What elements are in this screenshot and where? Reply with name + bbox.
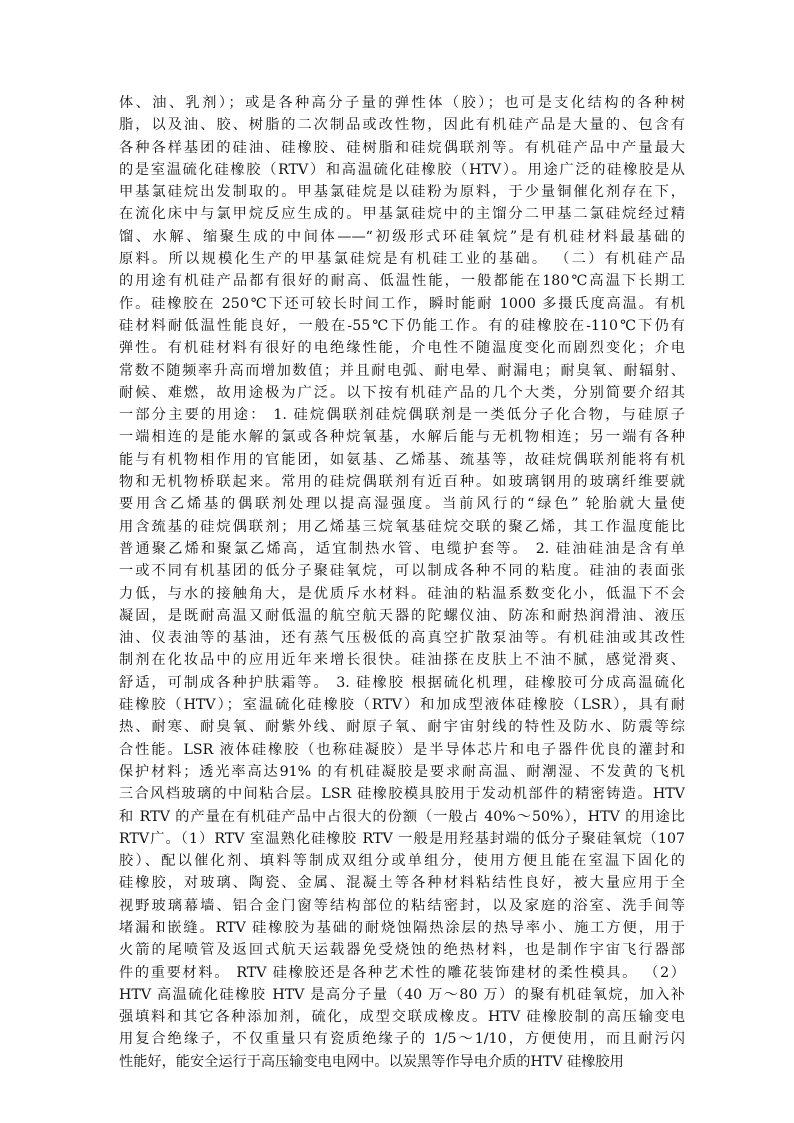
text-line: 和 RTV 的产量在有机硅产品中占很大的份额（一般占 40%～50%），HTV 的用途比	[119, 808, 685, 825]
text-line: 凝固，是既耐高温又耐低温的航空航天器的陀螺仪油、防冻和耐热润滑油、液压	[119, 607, 685, 624]
text-line: 原料。所以规模化生产的甲基氯硅烷是有机硅工业的基础。 （二）有机硅产品	[119, 251, 685, 268]
text-line: 热、耐寒、耐臭氧、耐紫外线、耐原子氧、耐宇宙射线的特性及防水、防震等综	[119, 719, 685, 736]
text-line: 脂，以及油、胶、树脂的二次制品或改性物，因此有机硅产品是大量的、包含有	[119, 117, 685, 134]
text-line: 保护材料；透光率高达91% 的有机硅凝胶是要求耐高温、耐潮湿、不发黄的飞机	[119, 763, 685, 780]
text-line: 火箭的尾喷管及返回式航天运载器免受烧蚀的绝热材料，也是制作宇宙飞行器部	[119, 942, 685, 959]
text-line: 堵漏和嵌缝。RTV 硅橡胶为基础的耐烧蚀隔热涂层的热导率小、施工方便，用于	[119, 919, 685, 936]
text-line: HTV 高温硫化硅橡胶 HTV 是高分子量（40 万～80 万）的聚有机硅氧烷，加入补	[119, 986, 685, 1003]
text-line: 一端相连的是能水解的氯或各种烷氧基，水解后能与无机物相连；另一端有各种	[119, 429, 685, 446]
document-body	[119, 92, 685, 1073]
text-line: 硅材料耐低温性能良好，一般在-55℃下仍能工作。有的硅橡胶在-110℃下仍有	[119, 317, 685, 334]
text-line: 件的重要材料。 RTV 硅橡胶还是各种艺术性的雕花装饰建材的柔性模具。 （2）	[119, 964, 685, 981]
text-line: 甲基氯硅烷出发制取的。甲基氯硅烷是以硅粉为原料，于少量铜催化剂存在下，	[119, 184, 685, 201]
text-line: 舒适，可制成各种护肤霜等。 3. 硅橡胶 根据硫化机理，硅橡胶可分成高温硫化	[119, 674, 685, 691]
text-line: 物和无机物桥联起来。常用的硅烷偶联剂有近百种。如玻璃钢用的玻璃纤维要就	[119, 474, 685, 491]
text-line: 胶）、配以催化剂、填料等制成双组分或单组分，使用方便且能在室温下固化的	[119, 853, 685, 870]
text-line: 硅橡胶（HTV）；室温硫化硅橡胶（RTV）和加成型液体硅橡胶（LSR），具有耐	[119, 697, 685, 714]
text-line: 耐候、难燃，故用途极为广泛。以下按有机硅产品的几个大类，分别简要介绍其	[119, 384, 685, 401]
text-line: 用复合绝缘子，不仅重量只有瓷质绝缘子的 1/5～1/10，方便使用，而且耐污闪	[119, 1031, 685, 1048]
text-line: 要用含乙烯基的偶联剂处理以提高湿强度。当前风行的“绿色” 轮胎就大量使	[119, 496, 685, 513]
text-line: 用含巯基的硅烷偶联剂；用乙烯基三烷氧基硅烷交联的聚乙烯，其工作温度能比	[119, 518, 685, 535]
text-line: 馏、水解、缩聚生成的中间体——“初级形式环硅氧烷”是有机硅材料最基础的	[119, 228, 685, 245]
text-line: 弹性。有机硅材料有很好的电绝缘性能，介电性不随温度变化而剧烈变化；介电	[119, 340, 685, 357]
text-line: 的用途有机硅产品都有很好的耐高、低温性能，一般都能在180℃高温下长期工	[119, 273, 685, 290]
text-line: 硅橡胶，对玻璃、陶瓷、金属、混凝土等各种材料粘结性良好，被大量应用于全	[119, 875, 685, 892]
text-line: 体、油、乳剂）；或是各种高分子量的弹性体（胶）；也可是支化结构的各种树	[119, 95, 685, 111]
text-line: 三合风档玻璃的中间粘合层。LSR 硅橡胶模具胶用于发动机部件的精密铸造。HTV	[119, 786, 685, 803]
text-line: 性能好，能安全运行于高压输变电电网中。以炭黑等作导电介质的HTV 硅橡胶用	[119, 1053, 624, 1070]
text-line: 一或不同有机基团的低分子聚硅氧烷，可以制成各种不同的粘度。硅油的表面张	[119, 563, 685, 580]
text-line: 在流化床中与氯甲烷反应生成的。甲基氯硅烷中的主馏分二甲基二氯硅烷经过精	[119, 206, 685, 223]
text-line: 常数不随频率升高而增加数值；并且耐电弧、耐电晕、耐漏电；耐臭氧、耐辐射、	[119, 362, 685, 379]
text-line: 的是室温硫化硅橡胶（RTV）和高温硫化硅橡胶（HTV）。用途广泛的硅橡胶是从	[119, 161, 685, 178]
text-line: 油、仪表油等的基油，还有蒸气压极低的高真空扩散泵油等。有机硅油或其改性	[119, 630, 685, 647]
text-line: 作。硅橡胶在 250℃下还可较长时间工作，瞬时能耐 1000 多摄氏度高温。有机	[119, 295, 685, 312]
text-line: RTV广。（1）RTV 室温熟化硅橡胶 RTV 一般是用羟基封端的低分子聚硅氧烷（107	[119, 830, 685, 847]
text-line: 能与有机物相作用的官能团，如氨基、乙烯基、巯基等，故硅烷偶联剂能将有机	[119, 451, 685, 468]
text-line: 一部分主要的用途： 1. 硅烷偶联剂硅烷偶联剂是一类低分子化合物，与硅原子	[119, 407, 685, 424]
text-line: 强填料和其它各种添加剂，硫化，成型交联成橡皮。HTV 硅橡胶制的高压输变电	[119, 1009, 685, 1026]
text-line: 普通聚乙烯和聚氯乙烯高，适宜制热水管、电缆护套等。 2. 硅油硅油是含有单	[119, 540, 685, 557]
text-line: 视野玻璃幕墙、铝合金门窗等结构部位的粘结密封，以及家庭的浴室、洗手间等	[119, 897, 685, 914]
text-line: 力低，与水的接触角大，是优质斥水材料。硅油的粘温系数变化小，低温下不会	[119, 585, 685, 602]
text-line: 制剂在化妆品中的应用近年来增长很快。硅油搽在皮肤上不油不腻，感觉滑爽、	[119, 652, 685, 669]
text-line: 各种各样基团的硅油、硅橡胶、硅树脂和硅烷偶联剂等。有机硅产品中产量最大	[119, 139, 685, 156]
text-line: 合性能。LSR 液体硅橡胶（也称硅凝胶）是半导体芯片和电子器件优良的灌封和	[119, 741, 685, 758]
